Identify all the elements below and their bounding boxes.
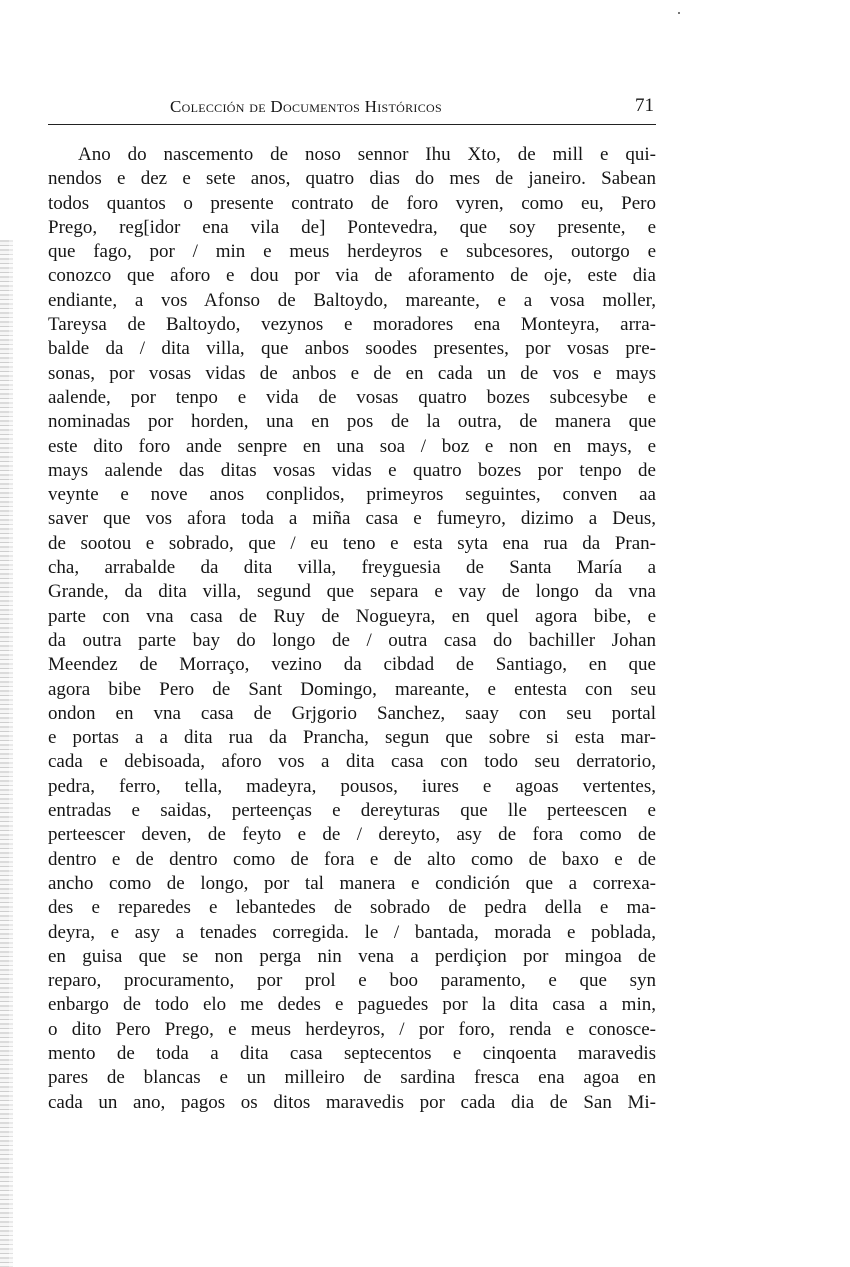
text-line: de sootou e sobrado, que / eu teno e esta syta ena rua da Pran- — [48, 532, 656, 554]
text-line: Grande, da dita villa, segund que separa e vay de longo da vna — [48, 581, 656, 603]
text-line: parte con vna casa de Ruy de Nogueyra, en quel agora bibe, e — [48, 605, 656, 627]
text-line: Meendez de Morraço, vezino da cibdad de Santiago, en que — [48, 654, 656, 676]
scan-speck — [678, 12, 680, 14]
text-line: Tareysa de Baltoydo, vezynos e moradores ena Monteyra, arra- — [48, 314, 656, 336]
text-line: mays aalende das ditas vosas vidas e quatro bozes por tenpo de — [48, 459, 656, 481]
text-line: endiante, a vos Afonso de Baltoydo, mareante, e a vosa moller, — [48, 289, 656, 311]
text-line: entradas e saidas, perteenças e dereyturas que lle perteescen e — [48, 800, 656, 822]
text-line: este dito foro ande senpre en una soa / boz e non en mays, e — [48, 435, 656, 457]
page-number: 71 — [635, 95, 654, 116]
binding-edge — [0, 240, 9, 1267]
text-line: pedra, ferro, tella, madeyra, pousos, iures e agoas vertentes, — [48, 775, 656, 797]
text-line: o dito Pero Prego, e meus herdeyros, / por foro, renda e conoscе- — [48, 1018, 656, 1040]
text-line: todos quantos o presente contrato de foro vyren, como eu, Pero — [48, 192, 656, 214]
document-body — [48, 143, 656, 1115]
text-line: cada un ano, pagos os ditos maravedis por cada dia de San Mi- — [48, 1091, 656, 1113]
text-line: nominadas por horden, una en pos de la outra, de manera que — [48, 411, 656, 433]
text-line: e portas a a dita rua da Prancha, segun que sobre si esta mar- — [48, 727, 656, 749]
page-header — [48, 94, 654, 122]
text-line: dentro e de dentro como de fora e de alto como de baxo e de — [48, 848, 656, 870]
text-line: ancho como de longo, por tal manera e condición que a correxa- — [48, 872, 656, 894]
binding-edge-inner — [9, 240, 13, 1267]
text-line: deyra, e asy a tenades corregida. le / bantada, morada e poblada, — [48, 921, 656, 943]
text-line: perteescer deven, de feyto e de / dereyto, asy de fora como de — [48, 824, 656, 846]
text-line: Ano do nascemento de noso sennor Ihu Xto, de mill e qui- — [78, 144, 656, 165]
text-line: saver que vos afora toda a miña casa e fumeyro, dizimo a Deus, — [48, 508, 656, 530]
text-line: des e reparedes e lebantedes de sobrado de pedra della e ma- — [48, 897, 656, 919]
text-line: pares de blancas e un milleiro de sardina fresca ena agoa en — [48, 1067, 656, 1089]
text-line: reparo, procuramento, por prol e boo paramento, e que syn — [48, 970, 656, 992]
text-line: veynte e nove anos conplidos, primeyros seguintes, conven aa — [48, 484, 656, 506]
text-line: enbargo de todo elo me dedes e paguedes por la dita casa a min, — [48, 994, 656, 1016]
text-line: nendos e dez e sete anos, quatro dias do mes de janeiro. Sabean — [48, 168, 656, 190]
text-line: que fago, por / min e meus herdeyros e subcesores, outorgo e — [48, 241, 656, 263]
text-line: ondon en vna casa de Grjgorio Sanchez, saay con seu portal — [48, 702, 656, 724]
text-line: cada e debisoada, aforo vos a dita casa con todo seu derratorio, — [48, 751, 656, 773]
text-line: mento de toda a dita casa septecentos e cinqoenta maravedis — [48, 1042, 656, 1064]
header-rule — [48, 124, 656, 125]
text-line: Prego, reg[idor ena vila de] Pontevedra, que soy presente, e — [48, 216, 656, 238]
text-line: agora bibe Pero de Sant Domingo, mareante, e entesta con seu — [48, 678, 656, 700]
text-line: sonas, por vosas vidas de anbos e de en cada un de vos e mays — [48, 362, 656, 384]
text-line: en guisa que se non perga nin vena a perdiçion por mingoa de — [48, 945, 656, 967]
text-line: cha, arrabalde da dita villa, freyguesia de Santa María a — [48, 557, 656, 579]
text-line: balde da / dita villa, que anbos soodes presentes, por vosas pre- — [48, 338, 656, 360]
text-line: conozco que aforo e dou por via de aforamento de oje, este dia — [48, 265, 656, 287]
text-line: aalende, por tenpo e vida de vosas quatro bozes subcesybe e — [48, 386, 656, 408]
running-title: Colección de Documentos Históricos — [170, 97, 442, 116]
text-line: da outra parte bay do longo de / outra casa do bachiller Johan — [48, 629, 656, 651]
